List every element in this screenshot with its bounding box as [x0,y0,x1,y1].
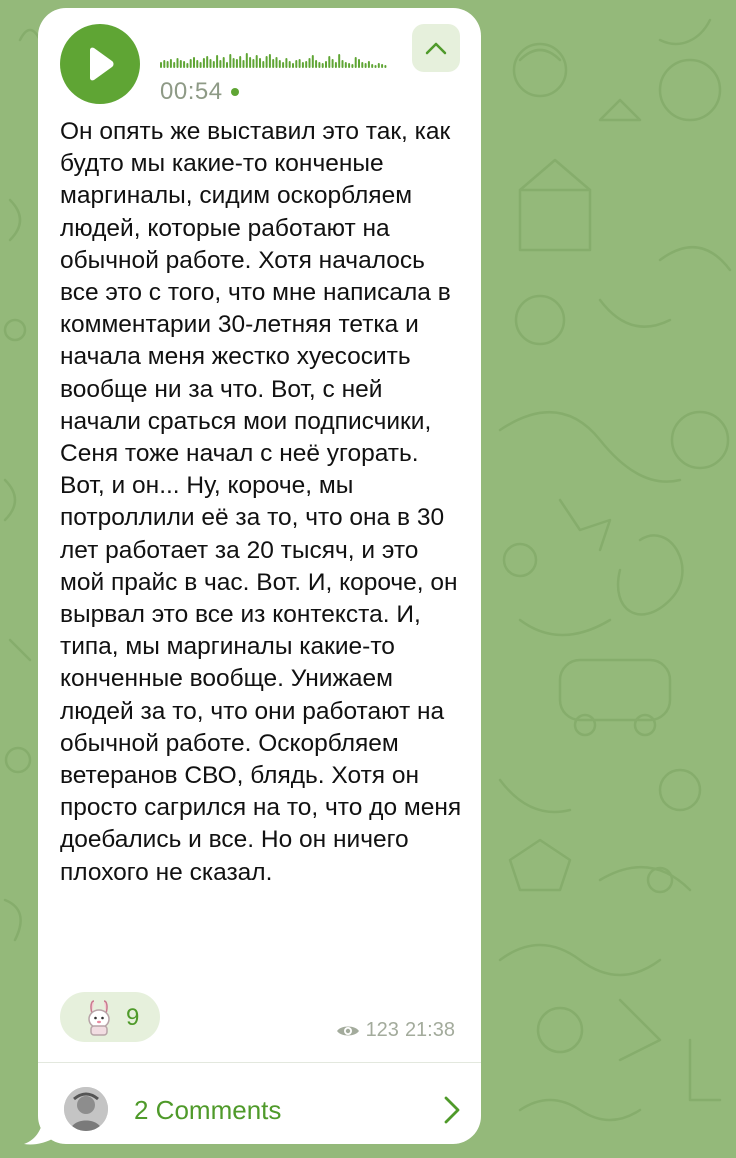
waveform-bar [378,63,380,68]
waveform-bar [256,55,258,68]
play-button[interactable] [60,24,140,104]
waveform-bar [375,65,377,68]
waveform-bar [180,60,182,68]
waveform-bar [302,62,304,68]
comments-button[interactable] [38,1063,481,1143]
waveform-bar [328,56,330,68]
waveform-bar [236,59,238,68]
comments-label: 2 Comments [134,1095,282,1125]
waveform-bar [246,53,248,68]
play-icon [85,47,115,81]
view-count: 123 [365,1019,399,1041]
waveform-bar [173,62,175,68]
waveform-bar [272,59,274,68]
waveform-bar [358,59,360,68]
unread-dot [231,88,239,96]
reaction-chip[interactable] [60,992,160,1042]
message-time: 21:38 [404,1019,455,1041]
waveform-bar [361,62,363,68]
message-meta [336,1019,455,1042]
waveform-bar [338,54,340,68]
waveform-bar [186,63,188,68]
waveform-bar [213,61,215,68]
waveform-bar [243,60,245,68]
waveform-bar [318,62,320,68]
waveform-bar [335,62,337,68]
waveform-bar [345,62,347,68]
waveform-bar [292,63,294,68]
message-bubble [38,8,481,1144]
views-eye-icon [336,1023,360,1039]
waveform-bar [289,61,291,68]
waveform-bar [262,61,264,68]
waveform-bar [285,58,287,68]
waveform-bar [279,60,281,68]
waveform-bar [371,64,373,68]
waveform-bar [210,59,212,68]
waveform-bar [216,55,218,68]
waveform-bar [384,65,386,68]
reaction-count: 9 [126,1004,140,1031]
waveform-bar [312,55,314,68]
waveform-bar [170,59,172,68]
waveform-bar [276,57,278,68]
waveform-bar [252,59,254,68]
waveform-bar [233,58,235,68]
waveform-bar [160,62,162,68]
waveform-bar [163,60,165,68]
waveform-bar [342,60,344,68]
waveform-bar [229,54,231,68]
waveform-bar [249,57,251,68]
waveform-bar [196,60,198,68]
waveform-bar [305,61,307,68]
waveform-bar [223,57,225,68]
waveform-bar [355,57,357,68]
waveform-bar [177,58,179,68]
waveform-bar [332,59,334,68]
waveform-bar [299,59,301,68]
waveform-bar [190,59,192,68]
waveform-bar [348,63,350,68]
waveform-bar [269,54,271,68]
waveform-bar [193,57,195,68]
commenter-avatar [64,1087,108,1131]
voice-duration: 00:54 [160,78,223,105]
chevron-right-icon [443,1095,461,1125]
waveform-bar [183,61,185,68]
waveform-bar [282,62,284,68]
voice-transcript: Он опять же выставил это так, как будто мы какие-то конченые маргиналы, сидим оскорбляем людей, которые работают на обычной работе. Хотя началось все это с того, что мне написала в комментарии 30-летняя тетка и начала меня жестко хуесосить вообще ни за что. Вот, с ней начали сраться мои подписчики, Сеня тоже начал с неё угорать. Вот, и он... Ну, короче, мы потроллили её за то, что она в 30 лет работает за 20 тысяч, и это мой прайс в час. Вот. И, короче, он вырвал это все из контекста. И, типа, мы маргиналы какие-то конченные вообще. Унижаем людей за то, что они работают на обычной работе. Оскорбляем ветеранов СВО, блядь. Хотя он просто сагрился на то, что до меня доебались и все. Но он ничего плохого не сказал. [60,118,462,886]
waveform-bar [219,60,221,68]
waveform-bar [259,58,261,68]
chevron-up-icon [425,41,447,55]
waveform-bar [295,60,297,68]
waveform-bar [368,61,370,68]
collapse-transcription-button[interactable] [412,24,460,72]
waveform-bar [239,56,241,68]
waveform-bar [351,64,353,68]
waveform-bar [309,58,311,68]
waveform-bar [203,58,205,68]
waveform-bar [325,61,327,68]
waveform-bar [206,56,208,68]
waveform-bar [266,56,268,68]
waveform-bar [322,63,324,68]
waveform-bar [315,60,317,68]
voice-waveform[interactable] [160,46,388,68]
duration-row [160,78,239,106]
bunny-sticker-icon [82,997,116,1037]
waveform-bar [381,64,383,68]
waveform-bar [365,63,367,68]
waveform-bar [167,61,169,68]
waveform-bar [226,62,228,68]
waveform-bar [200,62,202,68]
